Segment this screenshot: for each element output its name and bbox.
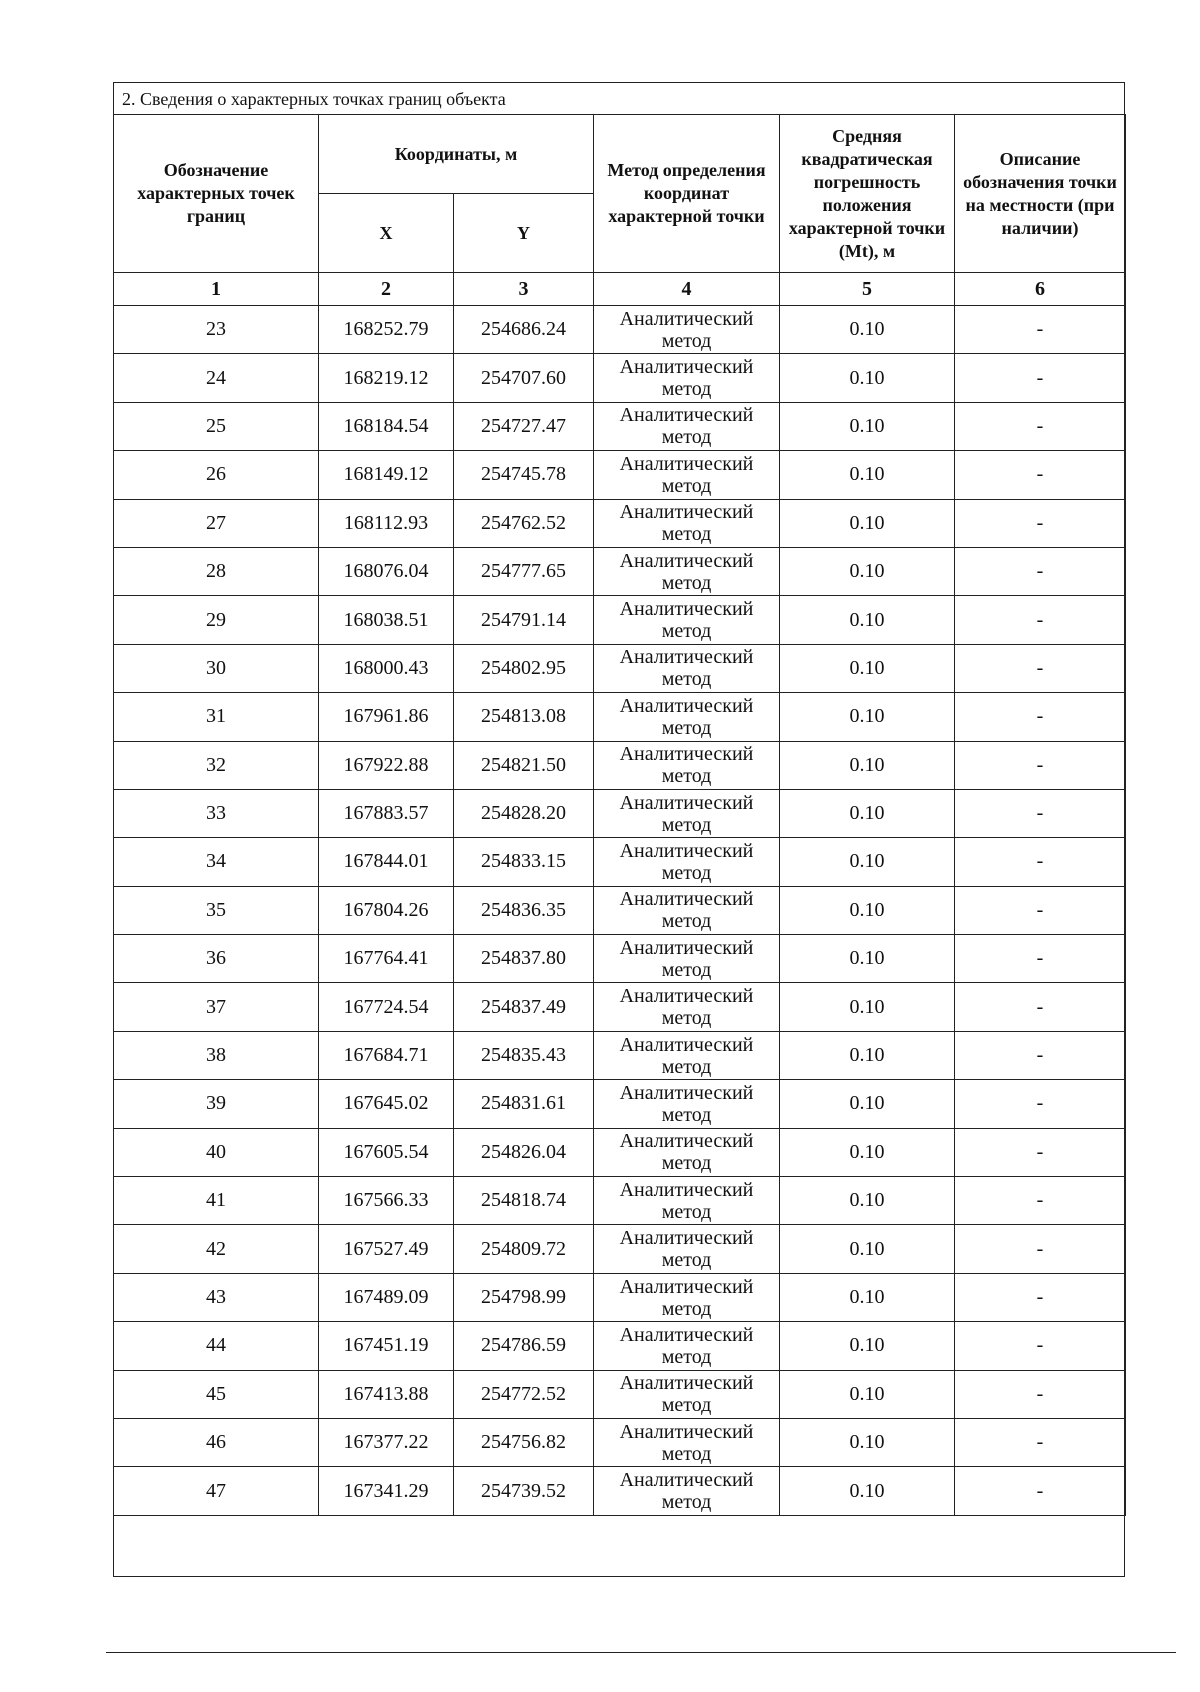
method-cell	[594, 1370, 780, 1418]
method-line-2: метод	[661, 1442, 712, 1465]
y-coordinate-cell: 254707.60	[454, 354, 594, 402]
point-number-cell: 47	[114, 1467, 319, 1515]
point-number-cell: 37	[114, 983, 319, 1031]
x-coordinate-cell: 167451.19	[319, 1322, 454, 1370]
y-coordinate-cell: 254777.65	[454, 547, 594, 595]
method-line-2: метод	[661, 426, 712, 449]
point-number-cell: 41	[114, 1177, 319, 1225]
accuracy-cell: 0.10	[780, 1322, 955, 1370]
x-coordinate-cell: 167724.54	[319, 983, 454, 1031]
description-cell: -	[955, 741, 1126, 789]
accuracy-cell: 0.10	[780, 1225, 955, 1273]
method-line-1: Аналитический	[619, 743, 754, 766]
table-body	[114, 306, 1126, 1516]
point-number-cell: 35	[114, 886, 319, 934]
table-row	[114, 1370, 1126, 1418]
method-line-2: метод	[661, 1007, 712, 1030]
point-number-cell: 42	[114, 1225, 319, 1273]
x-coordinate-cell: 168000.43	[319, 644, 454, 692]
y-coordinate-cell: 254821.50	[454, 741, 594, 789]
point-number-cell: 45	[114, 1370, 319, 1418]
table-row	[114, 1225, 1126, 1273]
y-coordinate-cell: 254756.82	[454, 1418, 594, 1466]
description-cell: -	[955, 838, 1126, 886]
method-line-2: метод	[661, 668, 712, 691]
table-row	[114, 451, 1126, 499]
table-row	[114, 693, 1126, 741]
accuracy-cell: 0.10	[780, 1080, 955, 1128]
table-row	[114, 1177, 1126, 1225]
x-coordinate-cell: 168112.93	[319, 499, 454, 547]
y-coordinate-cell: 254826.04	[454, 1128, 594, 1176]
point-number-cell: 26	[114, 451, 319, 499]
y-coordinate-cell: 254772.52	[454, 1370, 594, 1418]
table-row	[114, 354, 1126, 402]
point-number-cell: 24	[114, 354, 319, 402]
table-row	[114, 1418, 1126, 1466]
method-line-2: метод	[661, 329, 712, 352]
header-y: Y	[454, 194, 594, 273]
description-cell: -	[955, 1467, 1126, 1515]
accuracy-cell: 0.10	[780, 1273, 955, 1321]
method-cell	[594, 451, 780, 499]
column-number: 1	[114, 273, 319, 306]
method-line-2: метод	[661, 1055, 712, 1078]
method-line-2: метод	[661, 1297, 712, 1320]
description-cell: -	[955, 983, 1126, 1031]
method-cell	[594, 741, 780, 789]
point-number-cell: 43	[114, 1273, 319, 1321]
method-line-2: метод	[661, 571, 712, 594]
method-cell	[594, 1225, 780, 1273]
method-line-1: Аналитический	[619, 888, 754, 911]
method-line-2: метод	[661, 1249, 712, 1272]
accuracy-cell: 0.10	[780, 886, 955, 934]
method-cell	[594, 354, 780, 402]
x-coordinate-cell: 168219.12	[319, 354, 454, 402]
method-line-2: метод	[661, 378, 712, 401]
method-cell	[594, 596, 780, 644]
point-number-cell: 39	[114, 1080, 319, 1128]
table-row	[114, 886, 1126, 934]
method-cell	[594, 886, 780, 934]
method-cell	[594, 838, 780, 886]
y-coordinate-cell: 254809.72	[454, 1225, 594, 1273]
method-line-2: метод	[661, 861, 712, 884]
method-cell	[594, 1467, 780, 1515]
method-line-1: Аналитический	[619, 646, 754, 669]
method-cell	[594, 1031, 780, 1079]
accuracy-cell: 0.10	[780, 1128, 955, 1176]
x-coordinate-cell: 168149.12	[319, 451, 454, 499]
description-cell: -	[955, 402, 1126, 450]
x-coordinate-cell: 167764.41	[319, 935, 454, 983]
method-line-1: Аналитический	[619, 404, 754, 427]
table-row	[114, 1273, 1126, 1321]
point-number-cell: 38	[114, 1031, 319, 1079]
table-row	[114, 983, 1126, 1031]
table-row	[114, 1322, 1126, 1370]
accuracy-cell: 0.10	[780, 838, 955, 886]
x-coordinate-cell: 167804.26	[319, 886, 454, 934]
header-point-designation: Обозначение характерных точек границ	[114, 115, 319, 273]
header-coordinates: Координаты, м	[319, 115, 594, 194]
y-coordinate-cell: 254835.43	[454, 1031, 594, 1079]
accuracy-cell: 0.10	[780, 1467, 955, 1515]
method-cell	[594, 1080, 780, 1128]
description-cell: -	[955, 1177, 1126, 1225]
accuracy-cell: 0.10	[780, 789, 955, 837]
description-cell: -	[955, 596, 1126, 644]
column-number-row	[114, 273, 1126, 306]
method-line-1: Аналитический	[619, 791, 754, 814]
accuracy-cell: 0.10	[780, 596, 955, 644]
point-number-cell: 31	[114, 693, 319, 741]
method-line-1: Аналитический	[619, 356, 754, 379]
y-coordinate-cell: 254837.80	[454, 935, 594, 983]
method-cell	[594, 935, 780, 983]
method-line-2: метод	[661, 474, 712, 497]
description-cell: -	[955, 1273, 1126, 1321]
method-line-2: метод	[661, 1345, 712, 1368]
table-row	[114, 402, 1126, 450]
y-coordinate-cell: 254836.35	[454, 886, 594, 934]
point-number-cell: 25	[114, 402, 319, 450]
table-row	[114, 1080, 1126, 1128]
method-cell	[594, 789, 780, 837]
y-coordinate-cell: 254791.14	[454, 596, 594, 644]
method-line-2: метод	[661, 813, 712, 836]
table-row	[114, 741, 1126, 789]
header-x: X	[319, 194, 454, 273]
x-coordinate-cell: 168038.51	[319, 596, 454, 644]
table-row	[114, 838, 1126, 886]
description-cell: -	[955, 644, 1126, 692]
table-row	[114, 596, 1126, 644]
description-cell: -	[955, 693, 1126, 741]
y-coordinate-cell: 254818.74	[454, 1177, 594, 1225]
accuracy-cell: 0.10	[780, 1177, 955, 1225]
table-row	[114, 306, 1126, 354]
method-line-1: Аналитический	[619, 1469, 754, 1492]
table-row	[114, 547, 1126, 595]
y-coordinate-cell: 254745.78	[454, 451, 594, 499]
method-line-1: Аналитический	[619, 1275, 754, 1298]
method-line-1: Аналитический	[619, 1323, 754, 1346]
point-number-cell: 40	[114, 1128, 319, 1176]
method-line-2: метод	[661, 716, 712, 739]
accuracy-cell: 0.10	[780, 693, 955, 741]
method-line-1: Аналитический	[619, 1420, 754, 1443]
table-row	[114, 935, 1126, 983]
accuracy-cell: 0.10	[780, 547, 955, 595]
y-coordinate-cell: 254686.24	[454, 306, 594, 354]
header-row-1	[114, 115, 1126, 194]
x-coordinate-cell: 167883.57	[319, 789, 454, 837]
x-coordinate-cell: 167566.33	[319, 1177, 454, 1225]
method-cell	[594, 1128, 780, 1176]
section-title: 2. Сведения о характерных точках границ объекта	[114, 83, 1124, 115]
method-line-2: метод	[661, 1491, 712, 1514]
accuracy-cell: 0.10	[780, 741, 955, 789]
column-number: 4	[594, 273, 780, 306]
method-line-2: метод	[661, 1152, 712, 1175]
method-cell	[594, 1322, 780, 1370]
x-coordinate-cell: 167527.49	[319, 1225, 454, 1273]
header-description: Описание обозначения точки на местности (при наличии)	[955, 115, 1126, 273]
y-coordinate-cell: 254798.99	[454, 1273, 594, 1321]
description-cell: -	[955, 1225, 1126, 1273]
method-line-1: Аналитический	[619, 452, 754, 475]
description-cell: -	[955, 1031, 1126, 1079]
x-coordinate-cell: 167645.02	[319, 1080, 454, 1128]
y-coordinate-cell: 254802.95	[454, 644, 594, 692]
point-number-cell: 29	[114, 596, 319, 644]
method-cell	[594, 402, 780, 450]
point-number-cell: 30	[114, 644, 319, 692]
accuracy-cell: 0.10	[780, 1031, 955, 1079]
accuracy-cell: 0.10	[780, 644, 955, 692]
point-number-cell: 46	[114, 1418, 319, 1466]
method-line-1: Аналитический	[619, 839, 754, 862]
method-line-1: Аналитический	[619, 598, 754, 621]
x-coordinate-cell: 167684.71	[319, 1031, 454, 1079]
method-cell	[594, 1177, 780, 1225]
method-line-2: метод	[661, 1200, 712, 1223]
point-number-cell: 32	[114, 741, 319, 789]
method-line-2: метод	[661, 958, 712, 981]
accuracy-cell: 0.10	[780, 306, 955, 354]
description-cell: -	[955, 1128, 1126, 1176]
description-cell: -	[955, 886, 1126, 934]
x-coordinate-cell: 167605.54	[319, 1128, 454, 1176]
point-number-cell: 34	[114, 838, 319, 886]
x-coordinate-cell: 167489.09	[319, 1273, 454, 1321]
column-number: 3	[454, 273, 594, 306]
y-coordinate-cell: 254786.59	[454, 1322, 594, 1370]
table-row	[114, 789, 1126, 837]
method-cell	[594, 499, 780, 547]
description-cell: -	[955, 789, 1126, 837]
description-cell: -	[955, 1370, 1126, 1418]
method-line-2: метод	[661, 1394, 712, 1417]
bottom-rule	[106, 1652, 1176, 1653]
method-cell	[594, 644, 780, 692]
x-coordinate-cell: 167844.01	[319, 838, 454, 886]
description-cell: -	[955, 1080, 1126, 1128]
accuracy-cell: 0.10	[780, 935, 955, 983]
description-cell: -	[955, 451, 1126, 499]
method-line-2: метод	[661, 1103, 712, 1126]
x-coordinate-cell: 167377.22	[319, 1418, 454, 1466]
accuracy-cell: 0.10	[780, 1370, 955, 1418]
column-number: 6	[955, 273, 1126, 306]
method-line-1: Аналитический	[619, 549, 754, 572]
method-line-1: Аналитический	[619, 1033, 754, 1056]
table-row	[114, 1467, 1126, 1515]
method-cell	[594, 306, 780, 354]
description-cell: -	[955, 1418, 1126, 1466]
header-accuracy: Средняя квадратическая погрешность положения характерной точки (Mt), м	[780, 115, 955, 273]
description-cell: -	[955, 547, 1126, 595]
boundary-points-frame	[113, 82, 1125, 1577]
point-number-cell: 33	[114, 789, 319, 837]
y-coordinate-cell: 254837.49	[454, 983, 594, 1031]
method-line-1: Аналитический	[619, 1372, 754, 1395]
method-cell	[594, 693, 780, 741]
x-coordinate-cell: 168184.54	[319, 402, 454, 450]
table-row	[114, 499, 1126, 547]
accuracy-cell: 0.10	[780, 451, 955, 499]
method-line-1: Аналитический	[619, 694, 754, 717]
x-coordinate-cell: 167922.88	[319, 741, 454, 789]
point-number-cell: 23	[114, 306, 319, 354]
header-method: Метод определения координат характерной точки	[594, 115, 780, 273]
y-coordinate-cell: 254828.20	[454, 789, 594, 837]
table-row	[114, 644, 1126, 692]
description-cell: -	[955, 935, 1126, 983]
point-number-cell: 28	[114, 547, 319, 595]
method-cell	[594, 547, 780, 595]
x-coordinate-cell: 168076.04	[319, 547, 454, 595]
method-line-2: метод	[661, 910, 712, 933]
method-line-1: Аналитический	[619, 1130, 754, 1153]
method-line-1: Аналитический	[619, 1178, 754, 1201]
accuracy-cell: 0.10	[780, 983, 955, 1031]
description-cell: -	[955, 1322, 1126, 1370]
y-coordinate-cell: 254833.15	[454, 838, 594, 886]
description-cell: -	[955, 306, 1126, 354]
description-cell: -	[955, 354, 1126, 402]
description-cell: -	[955, 499, 1126, 547]
method-line-1: Аналитический	[619, 1227, 754, 1250]
method-cell	[594, 983, 780, 1031]
method-line-2: метод	[661, 765, 712, 788]
x-coordinate-cell: 168252.79	[319, 306, 454, 354]
y-coordinate-cell: 254727.47	[454, 402, 594, 450]
method-line-1: Аналитический	[619, 936, 754, 959]
boundary-points-table	[113, 114, 1126, 1516]
y-coordinate-cell: 254831.61	[454, 1080, 594, 1128]
method-line-2: метод	[661, 523, 712, 546]
method-cell	[594, 1273, 780, 1321]
point-number-cell: 44	[114, 1322, 319, 1370]
table-row	[114, 1031, 1126, 1079]
y-coordinate-cell: 254813.08	[454, 693, 594, 741]
y-coordinate-cell: 254739.52	[454, 1467, 594, 1515]
point-number-cell: 27	[114, 499, 319, 547]
method-line-1: Аналитический	[619, 501, 754, 524]
method-line-1: Аналитический	[619, 307, 754, 330]
method-line-1: Аналитический	[619, 985, 754, 1008]
column-number: 2	[319, 273, 454, 306]
x-coordinate-cell: 167413.88	[319, 1370, 454, 1418]
accuracy-cell: 0.10	[780, 354, 955, 402]
accuracy-cell: 0.10	[780, 402, 955, 450]
column-number: 5	[780, 273, 955, 306]
table-row	[114, 1128, 1126, 1176]
point-number-cell: 36	[114, 935, 319, 983]
accuracy-cell: 0.10	[780, 1418, 955, 1466]
x-coordinate-cell: 167341.29	[319, 1467, 454, 1515]
method-line-2: метод	[661, 620, 712, 643]
y-coordinate-cell: 254762.52	[454, 499, 594, 547]
method-line-1: Аналитический	[619, 1081, 754, 1104]
x-coordinate-cell: 167961.86	[319, 693, 454, 741]
method-cell	[594, 1418, 780, 1466]
accuracy-cell: 0.10	[780, 499, 955, 547]
